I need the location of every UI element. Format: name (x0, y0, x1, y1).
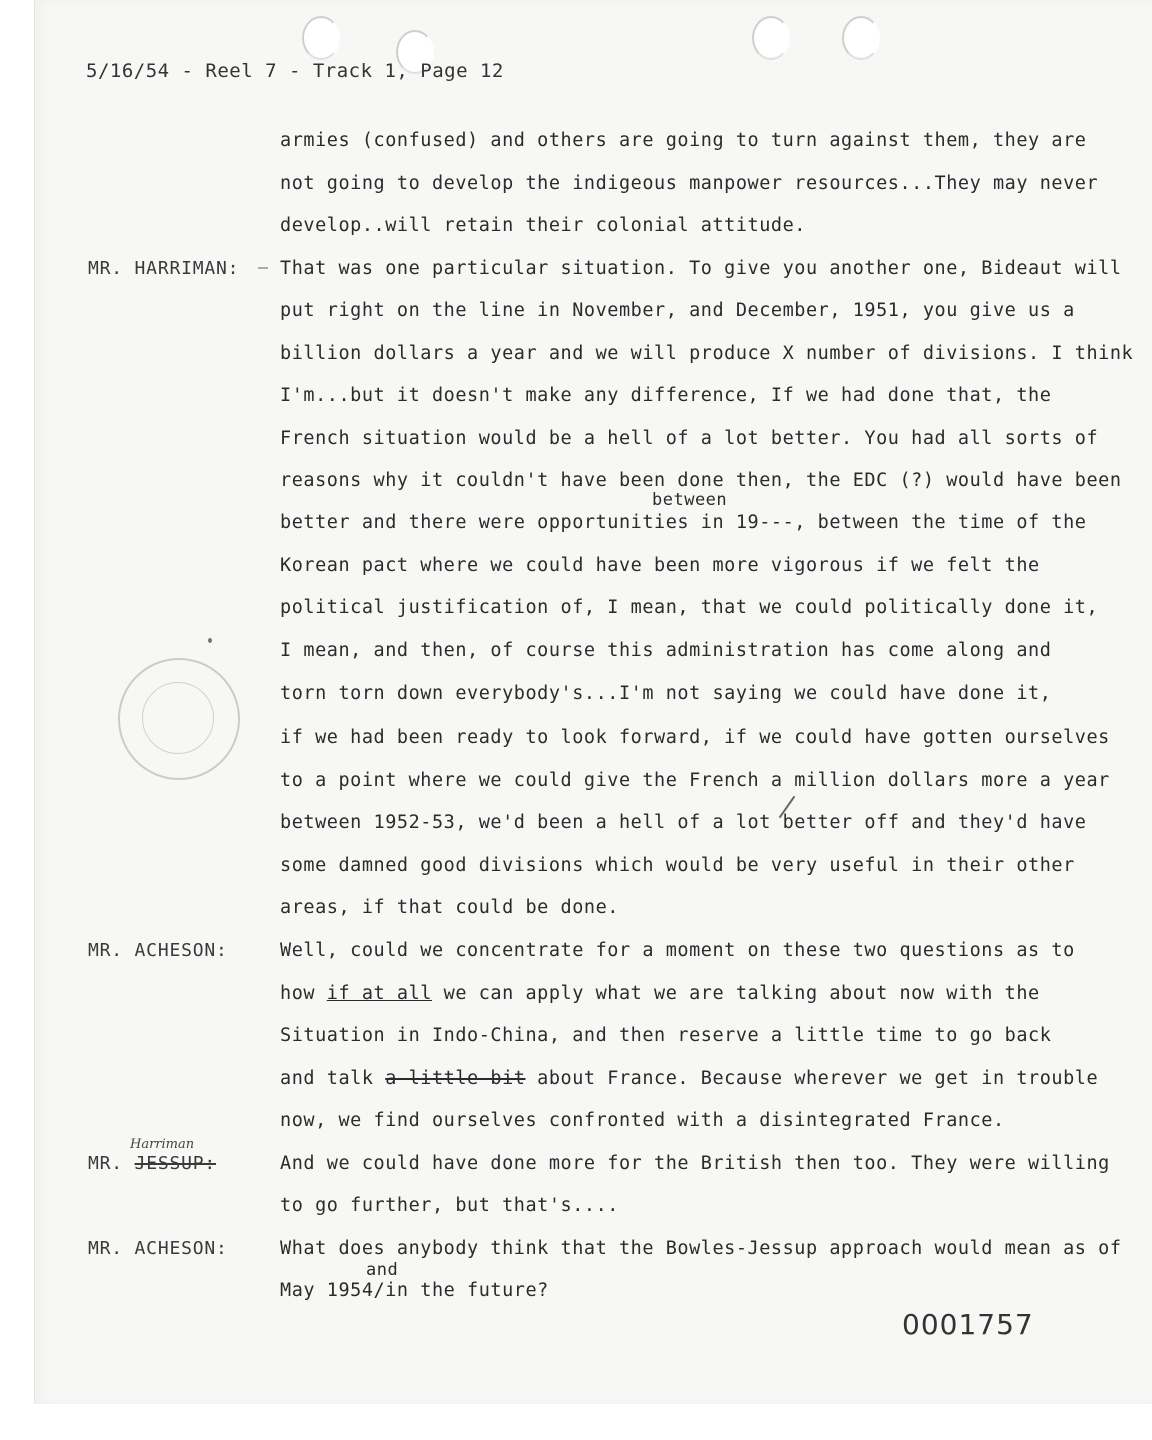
text-line: if we had been ready to look forward, if we could have gotten ourselves (280, 727, 1110, 748)
underlined-text: if at all (326, 983, 432, 1004)
speaker-label-jessup (88, 1153, 216, 1174)
text-line: French situation would be a hell of a lot better. You had all sorts of (280, 428, 1099, 449)
text-line: torn torn down everybody's...I'm not saying we could have done it, (280, 683, 1052, 704)
handwritten-correction: Harriman (130, 1137, 195, 1152)
text-line: May 1954/in the future? (280, 1280, 549, 1301)
text-line: I'm...but it doesn't make any difference, If we had done that, the (280, 385, 1052, 406)
interlinear-insertion: between (652, 490, 728, 510)
page-header: 5/16/54 - Reel 7 - Track 1, Page 12 (86, 60, 504, 82)
text-line (280, 1068, 1098, 1089)
text-line: to a point where we could give the French a million dollars more a year (280, 770, 1110, 791)
text-line: develop..will retain their colonial attitude. (280, 215, 806, 236)
speaker-label-acheson: MR. ACHESON: (88, 940, 228, 961)
speaker-prefix: MR. (88, 1153, 123, 1174)
speaker-label-harriman: MR. HARRIMAN: (88, 258, 240, 279)
speaker-label-acheson: MR. ACHESON: (88, 1238, 228, 1259)
text-line: Situation in Indo-China, and then reserve a little time to go back (280, 1025, 1052, 1046)
text-line: What does anybody think that the Bowles-Jessup approach would mean as of (280, 1238, 1122, 1259)
text-line: political justification of, I mean, that we could politically done it, (280, 597, 1099, 618)
text-line: billion dollars a year and we will produce X number of divisions. I think (280, 343, 1134, 364)
text-segment: about France. Because wherever we get in trouble (525, 1068, 1099, 1089)
text-line: now, we find ourselves confronted with a disintegrated France. (280, 1110, 1005, 1131)
text-line: reasons why it couldn't have been done then, the EDC (?) would have been (280, 470, 1122, 491)
text-line: Korean pact where we could have been more vigorous if we felt the (280, 555, 1040, 576)
text-line (280, 983, 1040, 1004)
interlinear-insertion: and (366, 1260, 399, 1280)
text-line: That was one particular situation. To give you another one, Bideaut will (280, 258, 1122, 279)
text-line: between 1952-53, we'd been a hell of a lot better off and they'd have (280, 812, 1087, 833)
text-line: Well, could we concentrate for a moment on these two questions as to (280, 940, 1075, 961)
text-line: put right on the line in November, and December, 1951, you give us a (280, 300, 1075, 321)
text-line: And we could have done more for the British then too. They were willing (280, 1153, 1110, 1174)
stray-mark (258, 267, 268, 269)
punch-hole (842, 16, 880, 60)
text-line: better and there were opportunities in 19---, between the time of the (280, 512, 1087, 533)
library-stamp (118, 658, 240, 780)
struck-text: a little bit (385, 1068, 526, 1089)
text-segment: how (280, 983, 327, 1004)
text-line: to go further, but that's.... (280, 1195, 619, 1216)
document-number: 0001757 (902, 1308, 1034, 1341)
text-line: armies (confused) and others are going to turn against them, they are (280, 130, 1087, 151)
punch-hole (752, 16, 790, 60)
text-segment: we can apply what we are talking about now with the (431, 983, 1040, 1004)
text-line: areas, if that could be done. (280, 897, 619, 918)
text-line: some damned good divisions which would be very useful in their other (280, 855, 1075, 876)
text-segment: and talk (280, 1068, 386, 1089)
text-line: I mean, and then, of course this administration has come along and (280, 640, 1052, 661)
text-line: not going to develop the indigeous manpower resources...They may never (280, 173, 1099, 194)
struck-speaker-name: JESSUP: (134, 1153, 217, 1174)
punch-hole (302, 16, 340, 60)
ink-speck (208, 638, 212, 643)
